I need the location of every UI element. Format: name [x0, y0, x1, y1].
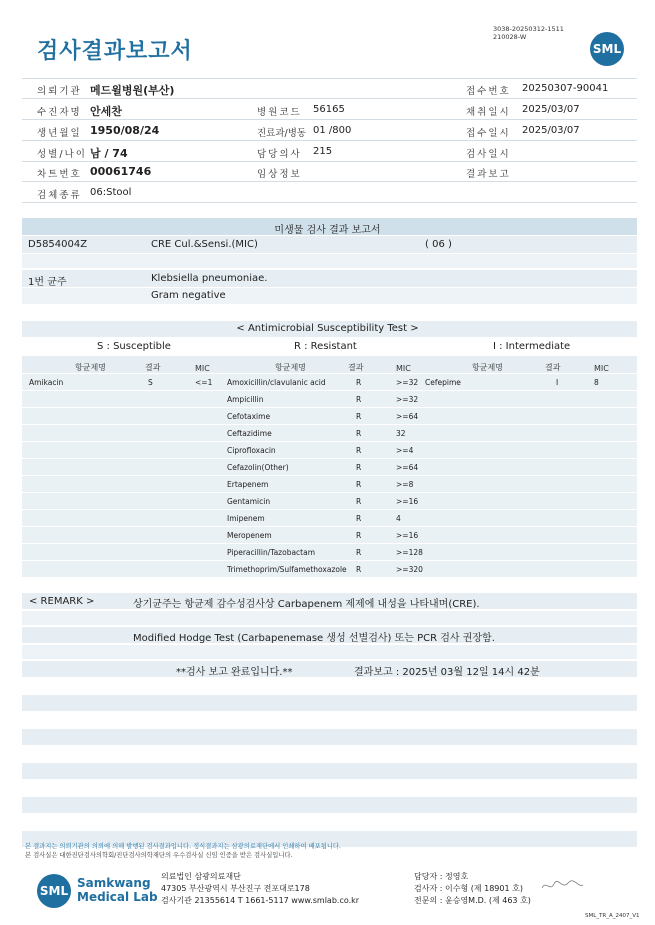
document-id-line2: 210028-W	[493, 33, 527, 41]
ast-title: < Antimicrobial Susceptibility Test >	[236, 323, 419, 334]
page-title: 검사결과보고서	[37, 39, 193, 64]
report-complete: **검사 보고 완료입니다.**	[176, 667, 293, 678]
ast-row-band	[22, 391, 637, 407]
divider	[22, 161, 637, 162]
ast-drug: Ceftazidime	[227, 429, 272, 438]
test-date-label: 검사일시	[466, 149, 511, 160]
remark-line1: 상기균주는 항균제 감수성검사상 Carbapenem 제제에 내성을 나타내며(CRE).	[133, 599, 480, 610]
footer-brand	[77, 876, 158, 904]
birth-label: 생년월일	[37, 128, 82, 139]
legend-resistant: R : Resistant	[294, 341, 357, 352]
ast-result: R	[356, 395, 362, 404]
org-address: 47305 부산광역시 부산진구 전포대로178	[161, 884, 310, 893]
remark-band	[22, 661, 637, 677]
birth-value: 1950/08/24	[90, 124, 160, 137]
ast-drug: Imipenem	[227, 514, 265, 523]
ast-result: R	[356, 548, 362, 557]
remark-line2: Modified Hodge Test (Carbapenemase 생성 선별검사) 또는 PCR 검사 권장함.	[133, 633, 495, 644]
chart-no-value: 00061746	[90, 165, 152, 178]
col-result-header: 결과	[545, 363, 561, 372]
ast-row-band	[22, 459, 637, 475]
ast-mic: >=16	[396, 531, 419, 540]
form-code: SML_TR_A_2407_V1	[585, 913, 640, 919]
ast-result: R	[356, 480, 362, 489]
ast-mic: >=4	[396, 446, 414, 455]
dept-label: 진료과/병동	[257, 128, 307, 139]
row-band	[22, 288, 637, 304]
document-id	[493, 25, 564, 41]
legend-susceptible: S : Susceptible	[97, 341, 171, 352]
ast-result: S	[148, 378, 153, 387]
divider	[22, 181, 637, 182]
ast-mic: >=32	[396, 378, 419, 387]
divider	[22, 119, 637, 120]
col-result-header: 결과	[348, 363, 364, 372]
ast-drug: Gentamicin	[227, 497, 271, 506]
ast-drug: Cefotaxime	[227, 412, 271, 421]
row-band	[22, 254, 637, 268]
col-drug-header: 항균제명	[75, 363, 106, 372]
ast-result: R	[356, 497, 362, 506]
collect-date-label: 채취일시	[466, 107, 511, 118]
ast-result: R	[356, 378, 362, 387]
footer-notice-1: 본 결과지는 의뢰기관의 의뢰에 의해 발행된 검사결과입니다. 정식결과지는 삼광의료재단에서 인쇄하여 배포됩니다.	[25, 843, 341, 850]
sml-logo: SML	[590, 32, 624, 66]
receipt-no-label: 접수번호	[466, 86, 511, 97]
tester-name: 이수형 (제 18901 호)	[444, 884, 523, 893]
specimen-id: D5854004Z	[28, 239, 88, 250]
test-code: ( 06 )	[425, 239, 452, 250]
ast-drug: Cefazolin(Other)	[227, 463, 289, 472]
ast-result: R	[356, 565, 362, 574]
ast-drug: Ertapenem	[227, 480, 269, 489]
ast-row-band	[22, 425, 637, 441]
ast-row-band	[22, 476, 637, 492]
report-time: 결과보고 : 2025년 03월 12일 14시 42분	[354, 667, 540, 678]
ast-row-band	[22, 408, 637, 424]
specialist-name: 윤승영M.D. (제 463 호)	[444, 896, 531, 905]
ast-drug: Meropenem	[227, 531, 272, 540]
ast-mic: 8	[594, 378, 599, 387]
ast-result: R	[356, 412, 362, 421]
receipt-date-value: 2025/03/07	[522, 125, 580, 136]
ast-result: I	[556, 378, 559, 387]
test-name: CRE Cul.&Sensi.(MIC)	[151, 239, 258, 250]
doctor-value: 215	[313, 146, 333, 157]
ast-mic: >=32	[396, 395, 419, 404]
ast-row-band	[22, 544, 637, 560]
clinical-info-label: 임상정보	[257, 169, 302, 180]
gram-stain: Gram negative	[151, 290, 226, 301]
doctor-label: 담당의사	[257, 149, 302, 160]
footer-address	[161, 871, 359, 907]
institution-value: 메드윌병원(부산)	[90, 84, 175, 97]
org-contact: 검사기관 21355614 T 1661-5117 www.smlab.co.kr	[161, 896, 360, 905]
divider	[22, 202, 637, 203]
col-mic-header: MIC	[195, 364, 210, 373]
receipt-date-label: 접수일시	[466, 128, 511, 139]
brand-line2: Medical Lab	[77, 890, 158, 904]
ast-drug: Amikacin	[29, 378, 64, 387]
ast-mic: >=8	[396, 480, 414, 489]
ast-mic: >=64	[396, 412, 419, 421]
ast-result: R	[356, 463, 362, 472]
ast-mic: >=16	[396, 497, 419, 506]
remark-label: < REMARK >	[29, 596, 95, 607]
col-drug-header: 항균제명	[275, 363, 306, 372]
organism-name: Klebsiella pneumoniae.	[151, 273, 268, 284]
receipt-no-value: 20250307-90041	[522, 83, 609, 94]
legend-intermediate: I : Intermediate	[493, 341, 571, 352]
row-band	[22, 236, 637, 253]
specialist-label: 전문의 :	[414, 896, 443, 905]
ast-row-band	[22, 527, 637, 543]
divider	[22, 140, 637, 141]
specimen-label: 검체종류	[37, 190, 82, 201]
dept-value: 01 /800	[313, 125, 352, 136]
ast-row-band	[22, 442, 637, 458]
ast-result: R	[356, 514, 362, 523]
empty-band	[22, 763, 637, 779]
ast-row-band	[22, 374, 637, 390]
chart-no-label: 차트번호	[37, 169, 82, 180]
ast-mic: 32	[396, 429, 406, 438]
institution-label: 의뢰기관	[37, 86, 82, 97]
collect-date-value: 2025/03/07	[522, 104, 580, 115]
manager-label: 담당자 :	[414, 872, 443, 881]
col-result-header: 결과	[145, 363, 161, 372]
ast-mic: 4	[396, 514, 401, 523]
ast-drug: Cefepime	[425, 378, 461, 387]
divider	[22, 98, 637, 99]
ast-result: R	[356, 429, 362, 438]
isolate-label: 1번 균주	[28, 277, 67, 288]
sex-age-label: 성별/나이	[37, 149, 87, 160]
ast-mic: <=1	[195, 378, 213, 387]
ast-mic: >=128	[396, 548, 423, 557]
ast-result: R	[356, 446, 362, 455]
ast-drug: Amoxicillin/clavulanic acid	[227, 378, 326, 387]
specimen-value: 06:Stool	[90, 187, 132, 198]
ast-mic: >=64	[396, 463, 419, 472]
ast-result: R	[356, 531, 362, 540]
manager-row	[414, 871, 531, 883]
footer-notice-2: 본 검사실은 대한진단검사의학회/진단검사의학재단의 우수검사실 신임 인증을 받은 검사실입니다.	[25, 852, 293, 859]
ast-drug: Trimethoprim/Sulfamethoxazole	[227, 565, 347, 574]
col-drug-header: 항균제명	[472, 363, 503, 372]
hospital-code-value: 56165	[313, 104, 345, 115]
col-mic-header: MIC	[594, 364, 609, 373]
org-name: 의료법인 삼광의료재단	[161, 872, 241, 881]
ast-drug: Ciprofloxacin	[227, 446, 276, 455]
sex-age-value: 남 / 74	[90, 147, 128, 160]
empty-band	[22, 729, 637, 745]
empty-band	[22, 797, 637, 813]
ast-row-band	[22, 493, 637, 509]
ast-row-band	[22, 510, 637, 526]
report-label: 결과보고	[466, 169, 511, 180]
ast-drug: Ampicillin	[227, 395, 264, 404]
manager-name: 정영호	[444, 872, 469, 881]
row-band	[22, 270, 637, 287]
signature	[540, 878, 585, 894]
footer-sml-logo: SML	[37, 874, 71, 908]
tester-label: 검사자 :	[414, 884, 443, 893]
tester-row	[414, 883, 531, 895]
patient-name-value: 안세찬	[90, 105, 122, 118]
patient-name-label: 수진자명	[37, 107, 82, 118]
row-band	[22, 645, 637, 659]
hospital-code-label: 병원코드	[257, 107, 302, 118]
specialist-row	[414, 895, 531, 907]
empty-band	[22, 695, 637, 711]
brand-line1: Samkwang	[77, 876, 151, 890]
ast-drug: Piperacillin/Tazobactam	[227, 548, 316, 557]
row-band	[22, 611, 637, 625]
divider	[22, 78, 637, 79]
col-mic-header: MIC	[396, 364, 411, 373]
footer-signatures	[414, 871, 531, 907]
document-id-line1: 3038-20250312-1511	[493, 25, 564, 33]
report-section-title: 미생물 검사 결과 보고서	[274, 225, 381, 236]
ast-mic: >=320	[396, 565, 423, 574]
